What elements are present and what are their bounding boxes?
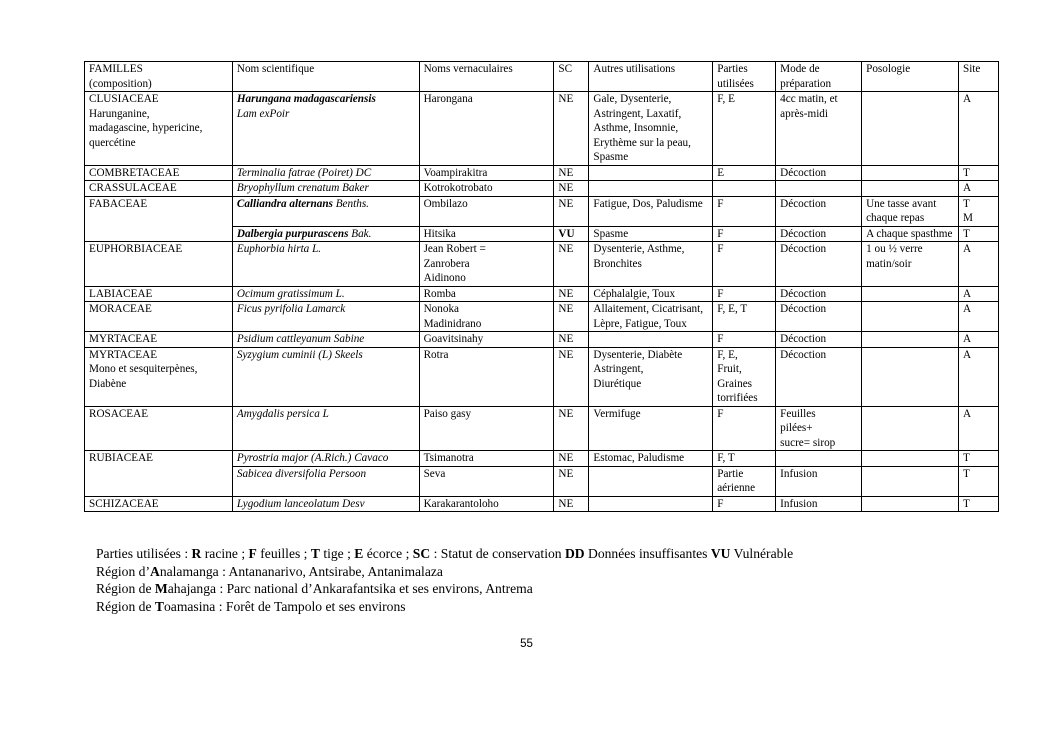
other-uses-cell: Dysenterie, Diabète Astringent, Diurétique [589, 347, 713, 406]
sc-cell: NE [554, 242, 589, 287]
parts-cell: Partie aérienne [713, 466, 776, 496]
mode-cell: Décoction [776, 286, 862, 302]
posology-cell [862, 165, 959, 181]
header-site: Site [958, 62, 998, 92]
parts-cell: F [713, 196, 776, 226]
mode-cell: Décoction [776, 332, 862, 348]
vernacular-cell: Voampirakitra [419, 165, 554, 181]
mode-cell: Décoction [776, 347, 862, 406]
other-uses-cell: Spasme [589, 226, 713, 242]
parts-cell: F [713, 226, 776, 242]
family-cell: FABACEAE [85, 196, 233, 242]
sc-cell: NE [554, 406, 589, 451]
vernacular-cell: Hitsika [419, 226, 554, 242]
posology-cell [862, 451, 959, 467]
sc-cell: NE [554, 347, 589, 406]
scientific-name-cell: Lygodium lanceolatum Desv [232, 496, 419, 512]
mode-cell: Infusion [776, 496, 862, 512]
parts-cell: F [713, 496, 776, 512]
posology-cell: Une tasse avant chaque repas [862, 196, 959, 226]
table-row [85, 347, 999, 406]
table-header-row [85, 62, 999, 92]
vernacular-cell: Goavitsinahy [419, 332, 554, 348]
site-cell: T [958, 165, 998, 181]
other-uses-cell: Fatigue, Dos, Paludisme [589, 196, 713, 226]
posology-cell [862, 332, 959, 348]
site-cell: A [958, 332, 998, 348]
sc-cell: NE [554, 181, 589, 197]
posology-cell [862, 466, 959, 496]
site-cell: A [958, 92, 998, 166]
scientific-name-cell: Euphorbia hirta L. [232, 242, 419, 287]
table-row [85, 165, 999, 181]
sc-cell: NE [554, 196, 589, 226]
sc-cell: NE [554, 496, 589, 512]
mode-cell: Décoction [776, 196, 862, 226]
other-uses-cell: Céphalalgie, Toux [589, 286, 713, 302]
vernacular-cell: Ombilazo [419, 196, 554, 226]
table-legend [96, 545, 793, 615]
header-mode: Mode de préparation [776, 62, 862, 92]
site-cell: T [958, 226, 998, 242]
legend-parts-line: Parties utilisées : R racine ; F feuilles ; T tige ; E écorce ; SC : Statut de conservation DD Données insuffisantes VU Vulnérable [96, 546, 794, 561]
family-cell: COMBRETACEAE [85, 165, 233, 181]
scientific-name-cell: Amygdalis persica L [232, 406, 419, 451]
header-sc: SC [554, 62, 589, 92]
scientific-name-cell: Syzygium cuminii (L) Skeels [232, 347, 419, 406]
scientific-name-cell: Ocimum gratissimum L. [232, 286, 419, 302]
parts-cell: F [713, 406, 776, 451]
other-uses-cell [589, 165, 713, 181]
scientific-name-cell: Calliandra alternans Benths. [232, 196, 419, 226]
mode-cell: Décoction [776, 165, 862, 181]
posology-cell: 1 ou ½ verre matin/soir [862, 242, 959, 287]
sc-cell: NE [554, 286, 589, 302]
parts-cell: F [713, 242, 776, 287]
vernacular-cell: Kotrokotrobato [419, 181, 554, 197]
parts-cell: F, E, T [713, 302, 776, 332]
sc-cell: NE [554, 302, 589, 332]
header-family: FAMILLES (composition) [85, 62, 233, 92]
header-other-uses: Autres utilisations [589, 62, 713, 92]
site-cell: A [958, 406, 998, 451]
sc-cell: VU [554, 226, 589, 242]
other-uses-cell: Dysenterie, Asthme, Bronchites [589, 242, 713, 287]
vernacular-cell: Rotra [419, 347, 554, 406]
header-vernacular: Noms vernaculaires [419, 62, 554, 92]
family-cell: SCHIZACEAE [85, 496, 233, 512]
parts-cell: F [713, 286, 776, 302]
family-cell: EUPHORBIACEAE [85, 242, 233, 287]
scientific-name-cell: Psidium cattleyanum Sabine [232, 332, 419, 348]
header-scientific: Nom scientifique [232, 62, 419, 92]
legend-region-analamanga: Région d’Analamanga : Antananarivo, Antsirabe, Antanimalaza [96, 563, 443, 579]
site-cell: A [958, 181, 998, 197]
header-parts: Parties utilisées [713, 62, 776, 92]
site-cell: A [958, 302, 998, 332]
vernacular-cell: Karakarantoloho [419, 496, 554, 512]
parts-cell: F [713, 332, 776, 348]
site-cell: T [958, 466, 998, 496]
table-row [85, 302, 999, 332]
table-row [85, 286, 999, 302]
parts-cell [713, 181, 776, 197]
family-cell: MYRTACEAE [85, 332, 233, 348]
vernacular-cell: Harongana [419, 92, 554, 166]
sc-cell: NE [554, 165, 589, 181]
vernacular-cell: Paiso gasy [419, 406, 554, 451]
table-row [85, 332, 999, 348]
other-uses-cell: Estomac, Paludisme [589, 451, 713, 467]
mode-cell [776, 181, 862, 197]
scientific-name-cell: Harungana madagascariensis Lam exPoir [232, 92, 419, 166]
vernacular-cell: Nonoka Madinidrano [419, 302, 554, 332]
page-number: 55 [520, 638, 533, 650]
site-cell: T [958, 451, 998, 467]
other-uses-cell: Allaitement, Cicatrisant, Lèpre, Fatigue, Toux [589, 302, 713, 332]
mode-cell: Décoction [776, 242, 862, 287]
vernacular-cell: Tsimanotra [419, 451, 554, 467]
family-cell: MORACEAE [85, 302, 233, 332]
parts-cell: E [713, 165, 776, 181]
sc-cell: NE [554, 451, 589, 467]
site-cell: T [958, 496, 998, 512]
scientific-name-cell: Terminalia fatrae (Poiret) DC [232, 165, 419, 181]
parts-cell: F, E [713, 92, 776, 166]
family-cell: RUBIACEAE [85, 451, 233, 497]
parts-cell: F, E, Fruit, Graines torrifiées [713, 347, 776, 406]
mode-cell: Décoction [776, 226, 862, 242]
table-row [85, 451, 999, 467]
scientific-name-cell: Dalbergia purpurascens Bak. [232, 226, 419, 242]
posology-cell: A chaque spasthme [862, 226, 959, 242]
posology-cell [862, 347, 959, 406]
posology-cell [862, 181, 959, 197]
mode-cell: 4cc matin, et après-midi [776, 92, 862, 166]
sc-cell: NE [554, 332, 589, 348]
legend-region-mahajanga: Région de Mahajanga : Parc national d’Ankarafantsika et ses environs, Antrema [96, 581, 533, 596]
other-uses-cell: Vermifuge [589, 406, 713, 451]
table-row [85, 196, 999, 226]
site-cell: T M [958, 196, 998, 226]
table-row [85, 242, 999, 287]
vernacular-cell: Seva [419, 466, 554, 496]
other-uses-cell [589, 181, 713, 197]
site-cell: A [958, 242, 998, 287]
family-cell: ROSACEAE [85, 406, 233, 451]
mode-cell: Décoction [776, 302, 862, 332]
parts-cell: F, T [713, 451, 776, 467]
sc-cell: NE [554, 92, 589, 166]
vernacular-cell: Jean Robert = Zanrobera Aidinono [419, 242, 554, 287]
table-row [85, 92, 999, 166]
family-cell: CLUSIACEAE Harunganine, madagascine, hypericine, quercétine [85, 92, 233, 166]
posology-cell [862, 286, 959, 302]
sc-cell: NE [554, 466, 589, 496]
ethnobotany-table [84, 61, 999, 512]
scientific-name-cell: Pyrostria major (A.Rich.) Cavaco [232, 451, 419, 467]
other-uses-cell [589, 466, 713, 496]
scientific-name-cell: Bryophyllum crenatum Baker [232, 181, 419, 197]
posology-cell [862, 406, 959, 451]
other-uses-cell: Gale, Dysenterie, Astringent, Laxatif, Asthme, Insomnie, Erythème sur la peau, Spasme [589, 92, 713, 166]
table-row [85, 181, 999, 197]
scientific-name-cell: Sabicea diversifolia Persoon [232, 466, 419, 496]
table-row [85, 406, 999, 451]
family-cell: CRASSULACEAE [85, 181, 233, 197]
posology-cell [862, 302, 959, 332]
other-uses-cell [589, 496, 713, 512]
table-row [85, 496, 999, 512]
header-posology: Posologie [862, 62, 959, 92]
mode-cell [776, 451, 862, 467]
site-cell: A [958, 286, 998, 302]
vernacular-cell: Romba [419, 286, 554, 302]
site-cell: A [958, 347, 998, 406]
mode-cell: Feuilles pilées+ sucre= sirop [776, 406, 862, 451]
family-cell: LABIACEAE [85, 286, 233, 302]
mode-cell: Infusion [776, 466, 862, 496]
posology-cell [862, 92, 959, 166]
legend-region-toamasina: Région de Toamasina : Forêt de Tampolo et ses environs [96, 598, 406, 614]
family-cell: MYRTACEAE Mono et sesquiterpènes, Diabène [85, 347, 233, 406]
scientific-name-cell: Ficus pyrifolia Lamarck [232, 302, 419, 332]
other-uses-cell [589, 332, 713, 348]
posology-cell [862, 496, 959, 512]
